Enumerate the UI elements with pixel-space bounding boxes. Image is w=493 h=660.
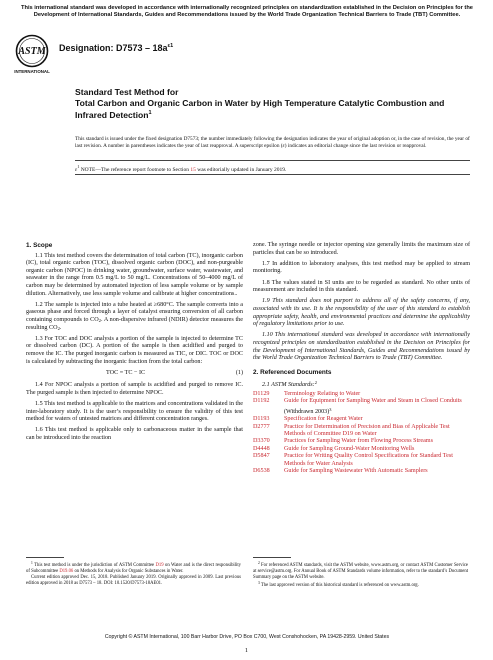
designation: Designation: $D7573 - 18a^{\varepsilon 1}$ — [59, 43, 174, 53]
paragraph-1-9: 1.9 This standard does not purport to address all of the safety concerns, if any, associated with its use. It is the responsibility of the user of this standard to establish appropriate safety, health, and environmental practices and determine the applicability of regulatory limitations prior to use. — [253, 298, 470, 328]
reference-code[interactable]: D6538 — [253, 467, 270, 474]
reference-item[interactable] — [253, 468, 470, 475]
paragraph-1-7: 1.7 In addition to laboratory analyses, this test method may be applied to stream monitoring. — [253, 260, 470, 275]
reference-title[interactable]: Practice for Determination of Precision and Bias of Applicable Test Methods of Committee D19 on Water — [284, 423, 450, 437]
paragraph-1-3: 1.3 For TOC and DOC analysis a portion of the sample is injected to determine TC or dissolved carbon (DC). A portion of the sample is then acidified and purged to remove the IC. The purged inorganic carbon is measured as TIC, or DIC. TOC or DOC is calculated by subtracting the inorganic fraction from the total carbon: — [26, 335, 243, 365]
reference-list — [253, 391, 470, 475]
reference-code[interactable]: D4448 — [253, 445, 270, 452]
footnote-rule-right — [253, 557, 291, 558]
reference-code[interactable]: D5847 — [253, 453, 270, 460]
reference-title[interactable]: Practices for Sampling Water from Flowing Process Streams — [284, 438, 433, 445]
reference-item[interactable] — [253, 438, 470, 445]
note-rule-top — [75, 160, 470, 161]
paragraph-1-8: 1.8 The values stated in SI units are to be regarded as standard. No other units of measurement are included in this standard. — [253, 279, 470, 294]
footnote-2: $^2$ For referenced ASTM standards, visit the ASTM website, www.astm.org, or contact ASTM Customer Service at service@astm.org. For Annual Book of ASTM Standards volume information, refer to the standard’s Document Summary page on the ASTM website. — [253, 561, 469, 580]
footnote-rule-left — [26, 557, 64, 558]
reference-title[interactable]: Guide for Sampling Wastewater With Automatic Samplers — [284, 467, 428, 474]
reference-code[interactable]: D1193 — [253, 416, 270, 423]
logo-subtext: INTERNATIONAL — [14, 69, 50, 74]
footnote-1-edition: Current edition approved Dec. 15, 2018. Published January 2019. Originally approved in 2009. Last previous edition approved in 2018 as D7573 – 18. DOI: 10.1520/D7573-18AE01. — [26, 574, 241, 586]
reference-code[interactable]: D1192 — [253, 398, 270, 405]
subcommittee-d19-06-link[interactable]: D19.06 — [59, 568, 74, 574]
astm-standards-subheading: 2.1 ASTM Standards:$^2$ — [262, 380, 317, 389]
reference-item[interactable] — [253, 446, 470, 453]
reference-item[interactable] — [253, 424, 470, 439]
scope-heading: 1. Scope — [26, 242, 53, 249]
logo-text: ASTM — [18, 46, 46, 57]
reference-code[interactable]: D2777 — [253, 423, 270, 430]
issuance-statement: This standard is issued under the fixed designation D7573; the number immediately following the designation indicates the year of original adoption or, in the case of revision, the year of last revision. A number in parentheses indicates the year of last reapproval. A superscript epsilon (ε) indicates an editorial change since the last revision or reapproval. — [75, 136, 470, 149]
reference-title[interactable]: Guide for Sampling Ground-Water Monitoring Wells — [284, 445, 415, 452]
committee-d19-link[interactable]: D19 — [155, 563, 164, 568]
note-rule-bottom — [75, 174, 470, 175]
reference-title[interactable]: Guide for Equipment for Sampling Water and Steam in Closed Conduits — [284, 398, 462, 405]
paragraph-1-6: 1.6 This test method is applicable only to carbonaceous matter in the sample that can be introduced into the reaction — [26, 427, 243, 442]
paragraph-1-10: 1.10 This international standard was developed in accordance with internationally recognized principles on standardization established in the Decision on Principles for the Development of International Standards, Guides and Recommendations issued by the World Trade Organization Technical Barriers to Trade (TBT) Committee. — [253, 332, 470, 362]
reference-title[interactable]: Specification for Reagent Water — [284, 416, 363, 423]
paragraph-1-2: 1.2 The sample is injected into a tube heated at ≥680°C. The sample converts into a gaseous phase and forced through a layer of catalyst ensuring conversion of all carbon containing compounds to $CO_2$. A non-dispersive infrared (NDIR) detector measures the resulting $CO_2$. — [26, 301, 243, 331]
left-column — [26, 242, 243, 446]
international-standard-notice: This international standard was developed in accordance with internationally recognized principles on standardization established in the Decision on Principles for the Development of International Standards, Guides and Recommendations issued by the World Trade Organization Technical Barriers to Trade (TBT) Committee. — [21, 5, 473, 18]
right-column — [253, 242, 470, 475]
footnote-1: $^1$ This test method is under the jurisdiction of ASTM Committee D19 on Water and is the direct responsibility of Subcommittee D19.06 on Methods for Analysis for Organic Substances in Water. — [26, 561, 241, 574]
reference-title[interactable]: Terminology Relating to Water — [284, 390, 361, 397]
equation-1: TOC = TC − IC (1) — [106, 369, 243, 376]
reference-item[interactable] — [253, 453, 470, 468]
section-15-link[interactable]: 15 — [190, 166, 196, 173]
astm-international-logo — [12, 34, 52, 78]
referenced-documents-heading: 2. Referenced Documents — [253, 368, 332, 376]
reference-status: (Withdrawn 2003) — [284, 408, 330, 415]
reference-title[interactable]: Practice for Writing Quality Control Specifications for Standard Test Methods for Water Analysis — [284, 453, 453, 467]
paragraph-1-6-continued: zone. The syringe needle or injector opening size generally limits the maximum size of particles that can be so introduced. — [253, 242, 470, 256]
paragraph-1-4: 1.4 For NPOC analysis a portion of sample is acidified and purged to remove IC. The purged sample is then injected to determine NPOC. — [26, 382, 243, 396]
editorial-note: $\varepsilon^1$ NOTE—The reference report footnote to Section 15 was editorially updated in January 2019. — [75, 164, 287, 173]
reference-code[interactable]: D3370 — [253, 438, 270, 445]
standard-type: Standard Test Method for — [75, 87, 179, 97]
reference-item[interactable] — [253, 398, 470, 416]
reference-footnote-mark: 3 — [329, 406, 332, 412]
footnote-3: $^3$ The last approved version of this historical standard is referenced on www.astm.org. — [258, 580, 419, 588]
page-number: 1 — [244, 647, 249, 654]
footnotes-left — [26, 561, 241, 587]
reference-item[interactable] — [253, 416, 470, 423]
footnotes-right — [253, 561, 468, 589]
copyright-line: Copyright © ASTM International, 100 Barr Harbor Drive, PO Box C700, West Conshohocken, PA 19428-2959. United States — [104, 634, 390, 640]
document-title: Total Carbon and Organic Carbon in Water by High Temperature Catalytic Combustion and Infrared Detection$^1$ — [75, 98, 445, 121]
paragraph-1-5: 1.5 This test method is applicable to the matrices and concentrations validated in the inter-laboratory study. It is the user’s responsibility to ensure the validity of this test method for waters of untested matrices and different concentration ranges. — [26, 401, 243, 423]
reference-code[interactable]: D1129 — [253, 390, 270, 397]
paragraph-1-1: 1.1 This test method covers the determination of total carbon (TC), inorganic carbon (IC), total organic carbon (TOC), dissolved organic carbon (DOC), and non-purgeable organic carbon (NPOC) in drinking water, groundwater, surface water, wastewater, and seawater in the range from 0.5 mg/L to 50 mg/L. Concentrations of 50–4000 mg/L of carbon may be determined by automated injection of less sample volume or by sample dilution. Alternatively, use less sample volume and calibrate at higher concentrations.. — [26, 252, 243, 297]
